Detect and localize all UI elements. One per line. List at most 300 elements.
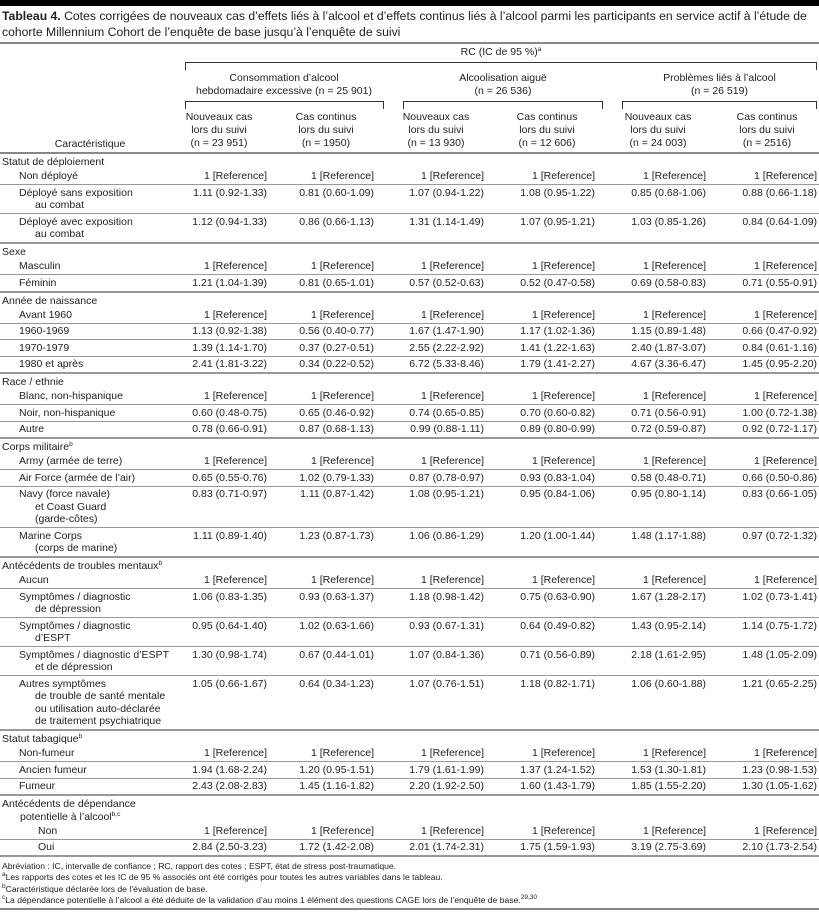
odds-ratio-cell: 0.64 (0.49-0.82)	[486, 618, 597, 647]
column-header-line: Cas continus	[736, 111, 798, 123]
footnote	[2, 872, 817, 883]
odds-ratio-cell: 1 [Reference]	[708, 307, 819, 323]
table-row	[0, 405, 819, 422]
odds-ratio-cell: 1.20 (1.00-1.44)	[486, 528, 597, 558]
group-header-row	[0, 795, 819, 823]
table-row	[0, 356, 819, 373]
row-label-line: Symptômes / diagnostic d’ESPT	[19, 648, 169, 661]
column-header	[276, 111, 376, 150]
row-label-line: au combat	[35, 199, 85, 211]
odds-ratio-cell: 1.67 (1.47-1.90)	[376, 323, 486, 340]
row-label	[0, 839, 175, 856]
odds-ratio-cell: 0.95 (0.64-1.40)	[175, 618, 269, 647]
table-row	[0, 762, 819, 779]
footnote-marker: b	[2, 882, 6, 890]
odds-ratio-cell: 1.43 (0.95-2.14)	[597, 618, 708, 647]
odds-ratio-cell: 1.72 (1.42-2.08)	[269, 839, 376, 856]
row-label	[0, 405, 175, 422]
odds-ratio-cell: 2.43 (2.08-2.83)	[175, 778, 269, 795]
row-label	[0, 676, 175, 731]
footnote-marker: a	[2, 871, 6, 879]
odds-ratio-cell: 1 [Reference]	[486, 454, 597, 470]
odds-ratio-cell: 0.66 (0.47-0.92)	[708, 323, 819, 340]
table-and-notes	[0, 154, 819, 910]
table-row	[0, 275, 819, 292]
row-label	[0, 214, 175, 244]
odds-ratio-cell: 0.93 (0.63-1.37)	[269, 589, 376, 618]
column-header-line: (n = 1950)	[301, 137, 351, 149]
row-label-line: d’ESPT	[35, 632, 71, 644]
odds-ratio-cell: 1 [Reference]	[708, 389, 819, 405]
odds-ratio-cell: 0.67 (0.44-1.01)	[269, 647, 376, 676]
odds-ratio-cell: 2.01 (1.74-2.31)	[376, 839, 486, 856]
odds-ratio-cell: 0.97 (0.72-1.32)	[708, 528, 819, 558]
group-label-line: Année de naissance	[2, 294, 98, 307]
odds-ratio-cell: 1.06 (0.60-1.88)	[597, 676, 708, 731]
odds-ratio-cell: 1 [Reference]	[708, 573, 819, 589]
odds-ratio-cell: 1 [Reference]	[597, 454, 708, 470]
odds-ratio-cell: 0.93 (0.67-1.31)	[376, 618, 486, 647]
column-header	[169, 111, 269, 150]
odds-ratio-cell: 1.31 (1.14-1.49)	[376, 214, 486, 244]
odds-ratio-cell: 1 [Reference]	[376, 746, 486, 762]
column-header-line: Cas continus	[295, 111, 357, 123]
footnote-marker: c	[2, 893, 6, 901]
row-label-line: Air Force (armée de l’air)	[19, 471, 136, 484]
column-header	[717, 111, 817, 150]
odds-ratio-cell: 0.65 (0.46-0.92)	[269, 405, 376, 422]
footnote	[2, 861, 817, 872]
odds-ratio-cell: 0.95 (0.84-1.06)	[486, 486, 597, 528]
odds-ratio-cell: 1 [Reference]	[269, 746, 376, 762]
odds-ratio-cell: 0.87 (0.68-1.13)	[269, 421, 376, 438]
odds-ratio-cell: 0.95 (0.80-1.14)	[597, 486, 708, 528]
column-header-line: (n = 23 951)	[190, 137, 248, 149]
odds-ratio-cell: 2.40 (1.87-3.07)	[597, 340, 708, 357]
table-row	[0, 573, 819, 589]
odds-ratio-cell: 1 [Reference]	[597, 259, 708, 275]
row-label-line: (corps de marine)	[35, 542, 118, 554]
odds-ratio-cell: 0.92 (0.72-1.17)	[708, 421, 819, 438]
row-label-line: Noir, non-hispanique	[19, 406, 116, 419]
odds-ratio-cell: 1.48 (1.17-1.88)	[597, 528, 708, 558]
odds-ratio-cell: 1.45 (1.16-1.82)	[269, 778, 376, 795]
table-row	[0, 214, 819, 244]
reference-marker: 29,30	[520, 893, 538, 901]
table-row	[0, 259, 819, 275]
odds-ratio-cell: 1 [Reference]	[486, 573, 597, 589]
row-label-line: Masculin	[19, 260, 61, 272]
table-row	[0, 618, 819, 647]
column-header-line: (n = 2516)	[742, 137, 792, 149]
odds-ratio-cell: 1 [Reference]	[376, 307, 486, 323]
table-row	[0, 778, 819, 795]
odds-ratio-cell: 1 [Reference]	[269, 259, 376, 275]
row-label-line: Symptômes / diagnostic	[19, 590, 131, 603]
row-label	[0, 307, 175, 323]
odds-ratio-cell: 0.69 (0.58-0.83)	[597, 275, 708, 292]
header-rule	[0, 42, 819, 44]
odds-ratio-cell: 1.79 (1.41-2.27)	[486, 356, 597, 373]
column-header-line: (n = 13 930)	[407, 137, 465, 149]
odds-ratio-cell: 0.64 (0.34-1.23)	[269, 676, 376, 731]
row-label-line: (garde-côtes)	[35, 513, 98, 525]
row-label-line: Autre	[19, 423, 45, 435]
row-label-line: 1960-1969	[19, 325, 70, 337]
row-label-line: 1980 et après	[19, 358, 84, 370]
odds-ratio-cell: 0.65 (0.55-0.76)	[175, 470, 269, 487]
group-label	[0, 243, 819, 259]
odds-ratio-cell: 1.02 (0.79-1.33)	[269, 470, 376, 487]
footnote-marker: b	[158, 560, 163, 567]
row-label-line: Navy (force navale)	[19, 488, 111, 500]
row-label-line: Avant 1960	[19, 308, 72, 321]
row-label-line: 1970-1979	[19, 341, 70, 354]
odds-ratio-cell: 0.71 (0.56-0.89)	[486, 647, 597, 676]
column-header	[608, 111, 708, 150]
row-label	[0, 169, 175, 185]
footnotes	[2, 861, 817, 906]
group-label-line: Antécédents de dépendance	[2, 798, 136, 810]
row-label-line: de trouble de santé mentale	[35, 690, 166, 702]
column-header-line: lors du suivi	[739, 124, 795, 136]
odds-ratio-cell: 0.87 (0.78-0.97)	[376, 470, 486, 487]
odds-ratio-cell: 0.81 (0.60-1.09)	[269, 185, 376, 214]
column-header-line: Nouveaux cas	[402, 111, 470, 123]
row-label-line: Déployé avec exposition	[19, 215, 133, 228]
table-row	[0, 839, 819, 856]
odds-ratio-cell: 1.07 (0.94-1.22)	[376, 185, 486, 214]
odds-ratio-cell: 1 [Reference]	[269, 389, 376, 405]
odds-ratio-cell: 1 [Reference]	[708, 169, 819, 185]
group-label	[0, 292, 819, 308]
row-label-line: ou utilisation auto-déclarée	[35, 702, 161, 715]
group-bracket-1	[185, 101, 384, 109]
odds-ratio-cell: 1.07 (0.84-1.36)	[376, 647, 486, 676]
row-label	[0, 746, 175, 762]
row-label	[0, 647, 175, 676]
footnote	[2, 895, 817, 906]
group-header-line: Alcoolisation aiguë	[459, 72, 547, 84]
odds-ratio-cell: 0.86 (0.66-1.13)	[269, 214, 376, 244]
odds-ratio-cell: 1.18 (0.82-1.71)	[486, 676, 597, 731]
odds-ratio-cell: 1 [Reference]	[376, 389, 486, 405]
odds-ratio-cell: 1.18 (0.98-1.42)	[376, 589, 486, 618]
row-label-line: de dépression	[35, 603, 101, 615]
odds-ratio-cell: 1.20 (0.95-1.51)	[269, 762, 376, 779]
characteristic-header: Caractéristique	[54, 138, 126, 150]
column-header-line: Nouveaux cas	[624, 111, 692, 123]
column-header-line: lors du suivi	[191, 124, 247, 136]
odds-ratio-cell: 0.84 (0.61-1.16)	[708, 340, 819, 357]
odds-ratio-cell: 0.52 (0.47-0.58)	[486, 275, 597, 292]
column-header-line: lors du suivi	[298, 124, 354, 136]
row-label	[0, 421, 175, 438]
odds-ratio-cell: 1.00 (0.72-1.38)	[708, 405, 819, 422]
group-label	[0, 730, 819, 746]
odds-ratio-cell: 2.55 (2.22-2.92)	[376, 340, 486, 357]
table-row	[0, 486, 819, 528]
column-header-line: lors du suivi	[519, 124, 575, 136]
group-header-row	[0, 243, 819, 259]
row-label	[0, 618, 175, 647]
odds-ratio-cell: 1.11 (0.92-1.33)	[175, 185, 269, 214]
odds-ratio-cell: 1 [Reference]	[597, 389, 708, 405]
odds-ratio-cell: 1.94 (1.68-2.24)	[175, 762, 269, 779]
table-number: Tableau 4.	[2, 9, 61, 23]
group-label	[0, 795, 819, 823]
group-header-row	[0, 373, 819, 389]
bottom-rule	[0, 908, 819, 910]
column-header-line: Nouveaux cas	[185, 111, 253, 123]
odds-ratio-cell: 0.93 (0.83-1.04)	[486, 470, 597, 487]
odds-ratio-cell: 1.85 (1.55-2.20)	[597, 778, 708, 795]
row-label-line: Non-fumeur	[19, 747, 75, 759]
odds-ratio-cell: 1 [Reference]	[269, 454, 376, 470]
odds-ratio-cell: 1.41 (1.22-1.63)	[486, 340, 597, 357]
row-label	[0, 323, 175, 340]
group-label-line: Sexe	[2, 246, 26, 258]
odds-ratio-cell: 1.17 (1.02-1.36)	[486, 323, 597, 340]
odds-ratio-cell: 0.60 (0.48-0.75)	[175, 405, 269, 422]
row-label-line: de traitement psychiatrique	[35, 715, 162, 727]
odds-ratio-cell: 0.56 (0.40-0.77)	[269, 323, 376, 340]
row-label	[0, 340, 175, 357]
odds-ratio-cell: 1.11 (0.89-1.40)	[175, 528, 269, 558]
table-row	[0, 421, 819, 438]
rc-header	[185, 46, 817, 59]
odds-ratio-cell: 1 [Reference]	[175, 169, 269, 185]
odds-ratio-cell: 2.18 (1.61-2.95)	[597, 647, 708, 676]
footnote-text: La dépendance potentielle à l’alcool a été déduite de la validation d’au moins 1 élément des questions CAGE lors de l’enquête de base.	[5, 894, 521, 905]
table-row	[0, 823, 819, 839]
odds-ratio-cell: 1 [Reference]	[175, 389, 269, 405]
odds-ratio-cell: 0.75 (0.63-0.90)	[486, 589, 597, 618]
odds-ratio-cell: 1 [Reference]	[175, 454, 269, 470]
odds-ratio-cell: 1.79 (1.61-1.99)	[376, 762, 486, 779]
odds-ratio-cell: 1 [Reference]	[597, 573, 708, 589]
odds-ratio-cell: 1 [Reference]	[376, 573, 486, 589]
odds-ratio-cell: 0.99 (0.88-1.11)	[376, 421, 486, 438]
odds-ratio-cell: 0.85 (0.68-1.06)	[597, 185, 708, 214]
row-label	[0, 275, 175, 292]
odds-ratio-cell: 1 [Reference]	[376, 259, 486, 275]
top-rule	[0, 0, 819, 6]
odds-ratio-cell: 1.23 (0.98-1.53)	[708, 762, 819, 779]
row-label-line: Déployé sans exposition	[19, 186, 133, 199]
row-label-line: Symptômes / diagnostic	[19, 619, 131, 632]
odds-ratio-cell: 1.30 (1.05-1.62)	[708, 778, 819, 795]
odds-ratio-cell: 1 [Reference]	[269, 169, 376, 185]
row-label-line: et Coast Guard	[35, 500, 107, 513]
odds-ratio-cell: 0.83 (0.66-1.05)	[708, 486, 819, 528]
group-label	[0, 373, 819, 389]
footnote-text: Caractéristique déclarée lors de l’évaluation de base.	[5, 883, 208, 894]
odds-ratio-cell: 1.07 (0.95-1.21)	[486, 214, 597, 244]
odds-ratio-cell: 1.13 (0.92-1.38)	[175, 323, 269, 340]
column-header-line: (n = 24 003)	[629, 137, 687, 149]
odds-ratio-cell: 1.60 (1.43-1.79)	[486, 778, 597, 795]
table-row	[0, 454, 819, 470]
odds-ratio-cell: 0.71 (0.56-0.91)	[597, 405, 708, 422]
table-row	[0, 470, 819, 487]
odds-ratio-cell: 1.15 (0.89-1.48)	[597, 323, 708, 340]
odds-ratio-cell: 1.06 (0.86-1.29)	[376, 528, 486, 558]
odds-ratio-cell: 0.57 (0.52-0.63)	[376, 275, 486, 292]
odds-ratio-cell: 3.19 (2.75-3.69)	[597, 839, 708, 856]
odds-ratio-cell: 1.30 (0.98-1.74)	[175, 647, 269, 676]
odds-ratio-cell: 1.12 (0.94-1.33)	[175, 214, 269, 244]
table-row	[0, 169, 819, 185]
table-row	[0, 323, 819, 340]
row-label-line: Oui	[38, 841, 55, 853]
row-label	[0, 573, 175, 589]
row-label	[0, 528, 175, 558]
odds-ratio-cell: 1.75 (1.59-1.93)	[486, 839, 597, 856]
group-label	[0, 438, 819, 454]
odds-ratio-cell: 0.89 (0.80-0.99)	[486, 421, 597, 438]
odds-ratio-cell: 4.67 (3.36-6.47)	[597, 356, 708, 373]
odds-ratio-cell: 0.71 (0.55-0.91)	[708, 275, 819, 292]
group-header-row	[0, 730, 819, 746]
odds-ratio-cell: 2.20 (1.92-2.50)	[376, 778, 486, 795]
odds-ratio-cell: 1.67 (1.28-2.17)	[597, 589, 708, 618]
odds-ratio-cell: 0.81 (0.65-1.01)	[269, 275, 376, 292]
odds-ratio-cell: 1 [Reference]	[486, 259, 597, 275]
table-row	[0, 340, 819, 357]
odds-ratio-cell: 0.84 (0.64-1.09)	[708, 214, 819, 244]
group-label-line: Antécédents de troubles mentaux$^b$	[2, 560, 163, 572]
odds-ratio-cell: 1 [Reference]	[486, 169, 597, 185]
odds-ratio-cell: 0.70 (0.60-0.82)	[486, 405, 597, 422]
data-table	[0, 154, 819, 857]
odds-ratio-cell: 1 [Reference]	[175, 746, 269, 762]
row-label-line: Aucun	[19, 574, 49, 586]
table-row	[0, 307, 819, 323]
footnote-marker: b	[78, 733, 83, 740]
table-row	[0, 746, 819, 762]
odds-ratio-cell: 1.08 (0.95-1.21)	[376, 486, 486, 528]
odds-ratio-cell: 0.58 (0.48-0.71)	[597, 470, 708, 487]
odds-ratio-cell: 0.88 (0.66-1.18)	[708, 185, 819, 214]
odds-ratio-cell: 6.72 (5.33-8.46)	[376, 356, 486, 373]
odds-ratio-cell: 1 [Reference]	[708, 746, 819, 762]
table-row	[0, 647, 819, 676]
odds-ratio-cell: 1.11 (0.87-1.42)	[269, 486, 376, 528]
odds-ratio-cell: 1 [Reference]	[376, 823, 486, 839]
group-label-line: Race / ethnie	[2, 376, 64, 388]
odds-ratio-cell: 1 [Reference]	[597, 823, 708, 839]
odds-ratio-cell: 1.21 (1.04-1.39)	[175, 275, 269, 292]
column-header-line: Cas continus	[516, 111, 578, 123]
odds-ratio-cell: 1 [Reference]	[175, 259, 269, 275]
row-label-line: Marine Corps	[19, 529, 83, 542]
odds-ratio-cell: 1.45 (0.95-2.20)	[708, 356, 819, 373]
odds-ratio-cell: 1.53 (1.30-1.81)	[597, 762, 708, 779]
odds-ratio-cell: 1 [Reference]	[269, 823, 376, 839]
row-label	[0, 778, 175, 795]
rc-bracket	[185, 62, 817, 70]
odds-ratio-cell: 1 [Reference]	[486, 307, 597, 323]
odds-ratio-cell: 0.34 (0.22-0.52)	[269, 356, 376, 373]
table-row	[0, 589, 819, 618]
row-label-line: Ancien fumeur	[19, 763, 87, 776]
odds-ratio-cell: 1.48 (1.05-2.09)	[708, 647, 819, 676]
group-header-row	[0, 438, 819, 454]
group-bracket-2	[403, 101, 603, 109]
row-label	[0, 762, 175, 779]
odds-ratio-cell: 1 [Reference]	[486, 389, 597, 405]
odds-ratio-cell: 1 [Reference]	[597, 307, 708, 323]
odds-ratio-cell: 1.02 (0.73-1.41)	[708, 589, 819, 618]
odds-ratio-cell: 1.06 (0.83-1.35)	[175, 589, 269, 618]
group-label-line: Corps militaire$^b$	[2, 441, 73, 453]
odds-ratio-cell: 1 [Reference]	[175, 823, 269, 839]
odds-ratio-cell: 2.41 (1.81-3.22)	[175, 356, 269, 373]
row-label-line: Non	[38, 824, 58, 837]
odds-ratio-cell: 1 [Reference]	[376, 169, 486, 185]
odds-ratio-cell: 1 [Reference]	[708, 259, 819, 275]
group-header-row	[0, 557, 819, 573]
group-header-row	[0, 154, 819, 169]
group-header-3	[622, 72, 817, 98]
odds-ratio-cell: 1.05 (0.66-1.67)	[175, 676, 269, 731]
footnote	[2, 884, 817, 895]
group-header-row	[0, 292, 819, 308]
group-header-2	[403, 72, 603, 98]
group-label-line: potentielle à l’alcool$^{b,c}$	[20, 810, 121, 823]
odds-ratio-cell: 1 [Reference]	[376, 454, 486, 470]
odds-ratio-cell: 0.78 (0.66-0.91)	[175, 421, 269, 438]
rc-header-text: RC (IC de 95 %)	[460, 46, 538, 58]
row-label-line: Army (armée de terre)	[19, 455, 123, 467]
group-label-line: Statut de déploiement	[2, 156, 105, 168]
odds-ratio-cell: 1.03 (0.85-1.26)	[597, 214, 708, 244]
table-row	[0, 676, 819, 731]
row-label	[0, 356, 175, 373]
group-header-line: (n = 26 519)	[691, 85, 748, 97]
table-body	[0, 154, 819, 856]
odds-ratio-cell: 0.66 (0.50-0.86)	[708, 470, 819, 487]
table-row	[0, 528, 819, 558]
row-label	[0, 454, 175, 470]
row-label	[0, 259, 175, 275]
table-row	[0, 389, 819, 405]
odds-ratio-cell: 1.21 (0.65-2.25)	[708, 676, 819, 731]
odds-ratio-cell: 1.39 (1.14-1.70)	[175, 340, 269, 357]
row-label-line: Non déployé	[19, 170, 78, 182]
footnote-text: Les rapports des cotes et les IC de 95 % associés ont été corrigés pour toutes les autres variables dans le tableau.	[5, 872, 443, 883]
column-header	[386, 111, 486, 150]
odds-ratio-cell: 1 [Reference]	[708, 823, 819, 839]
odds-ratio-cell: 2.84 (2.50-3.23)	[175, 839, 269, 856]
row-label-line: Autres symptômes	[19, 677, 106, 690]
row-label	[0, 823, 175, 839]
group-header-line: (n = 26 536)	[474, 85, 532, 97]
column-header	[497, 111, 597, 150]
group-bracket-3	[622, 101, 817, 109]
table-row	[0, 185, 819, 214]
rc-header-sup: a	[537, 46, 542, 53]
group-label	[0, 154, 819, 169]
odds-ratio-cell: 1 [Reference]	[486, 746, 597, 762]
odds-ratio-cell: 0.74 (0.65-0.85)	[376, 405, 486, 422]
row-label	[0, 389, 175, 405]
odds-ratio-cell: 1 [Reference]	[269, 573, 376, 589]
odds-ratio-cell: 1.08 (0.95-1.22)	[486, 185, 597, 214]
column-header-line: lors du suivi	[408, 124, 464, 136]
footnote-marker: b	[69, 441, 73, 448]
